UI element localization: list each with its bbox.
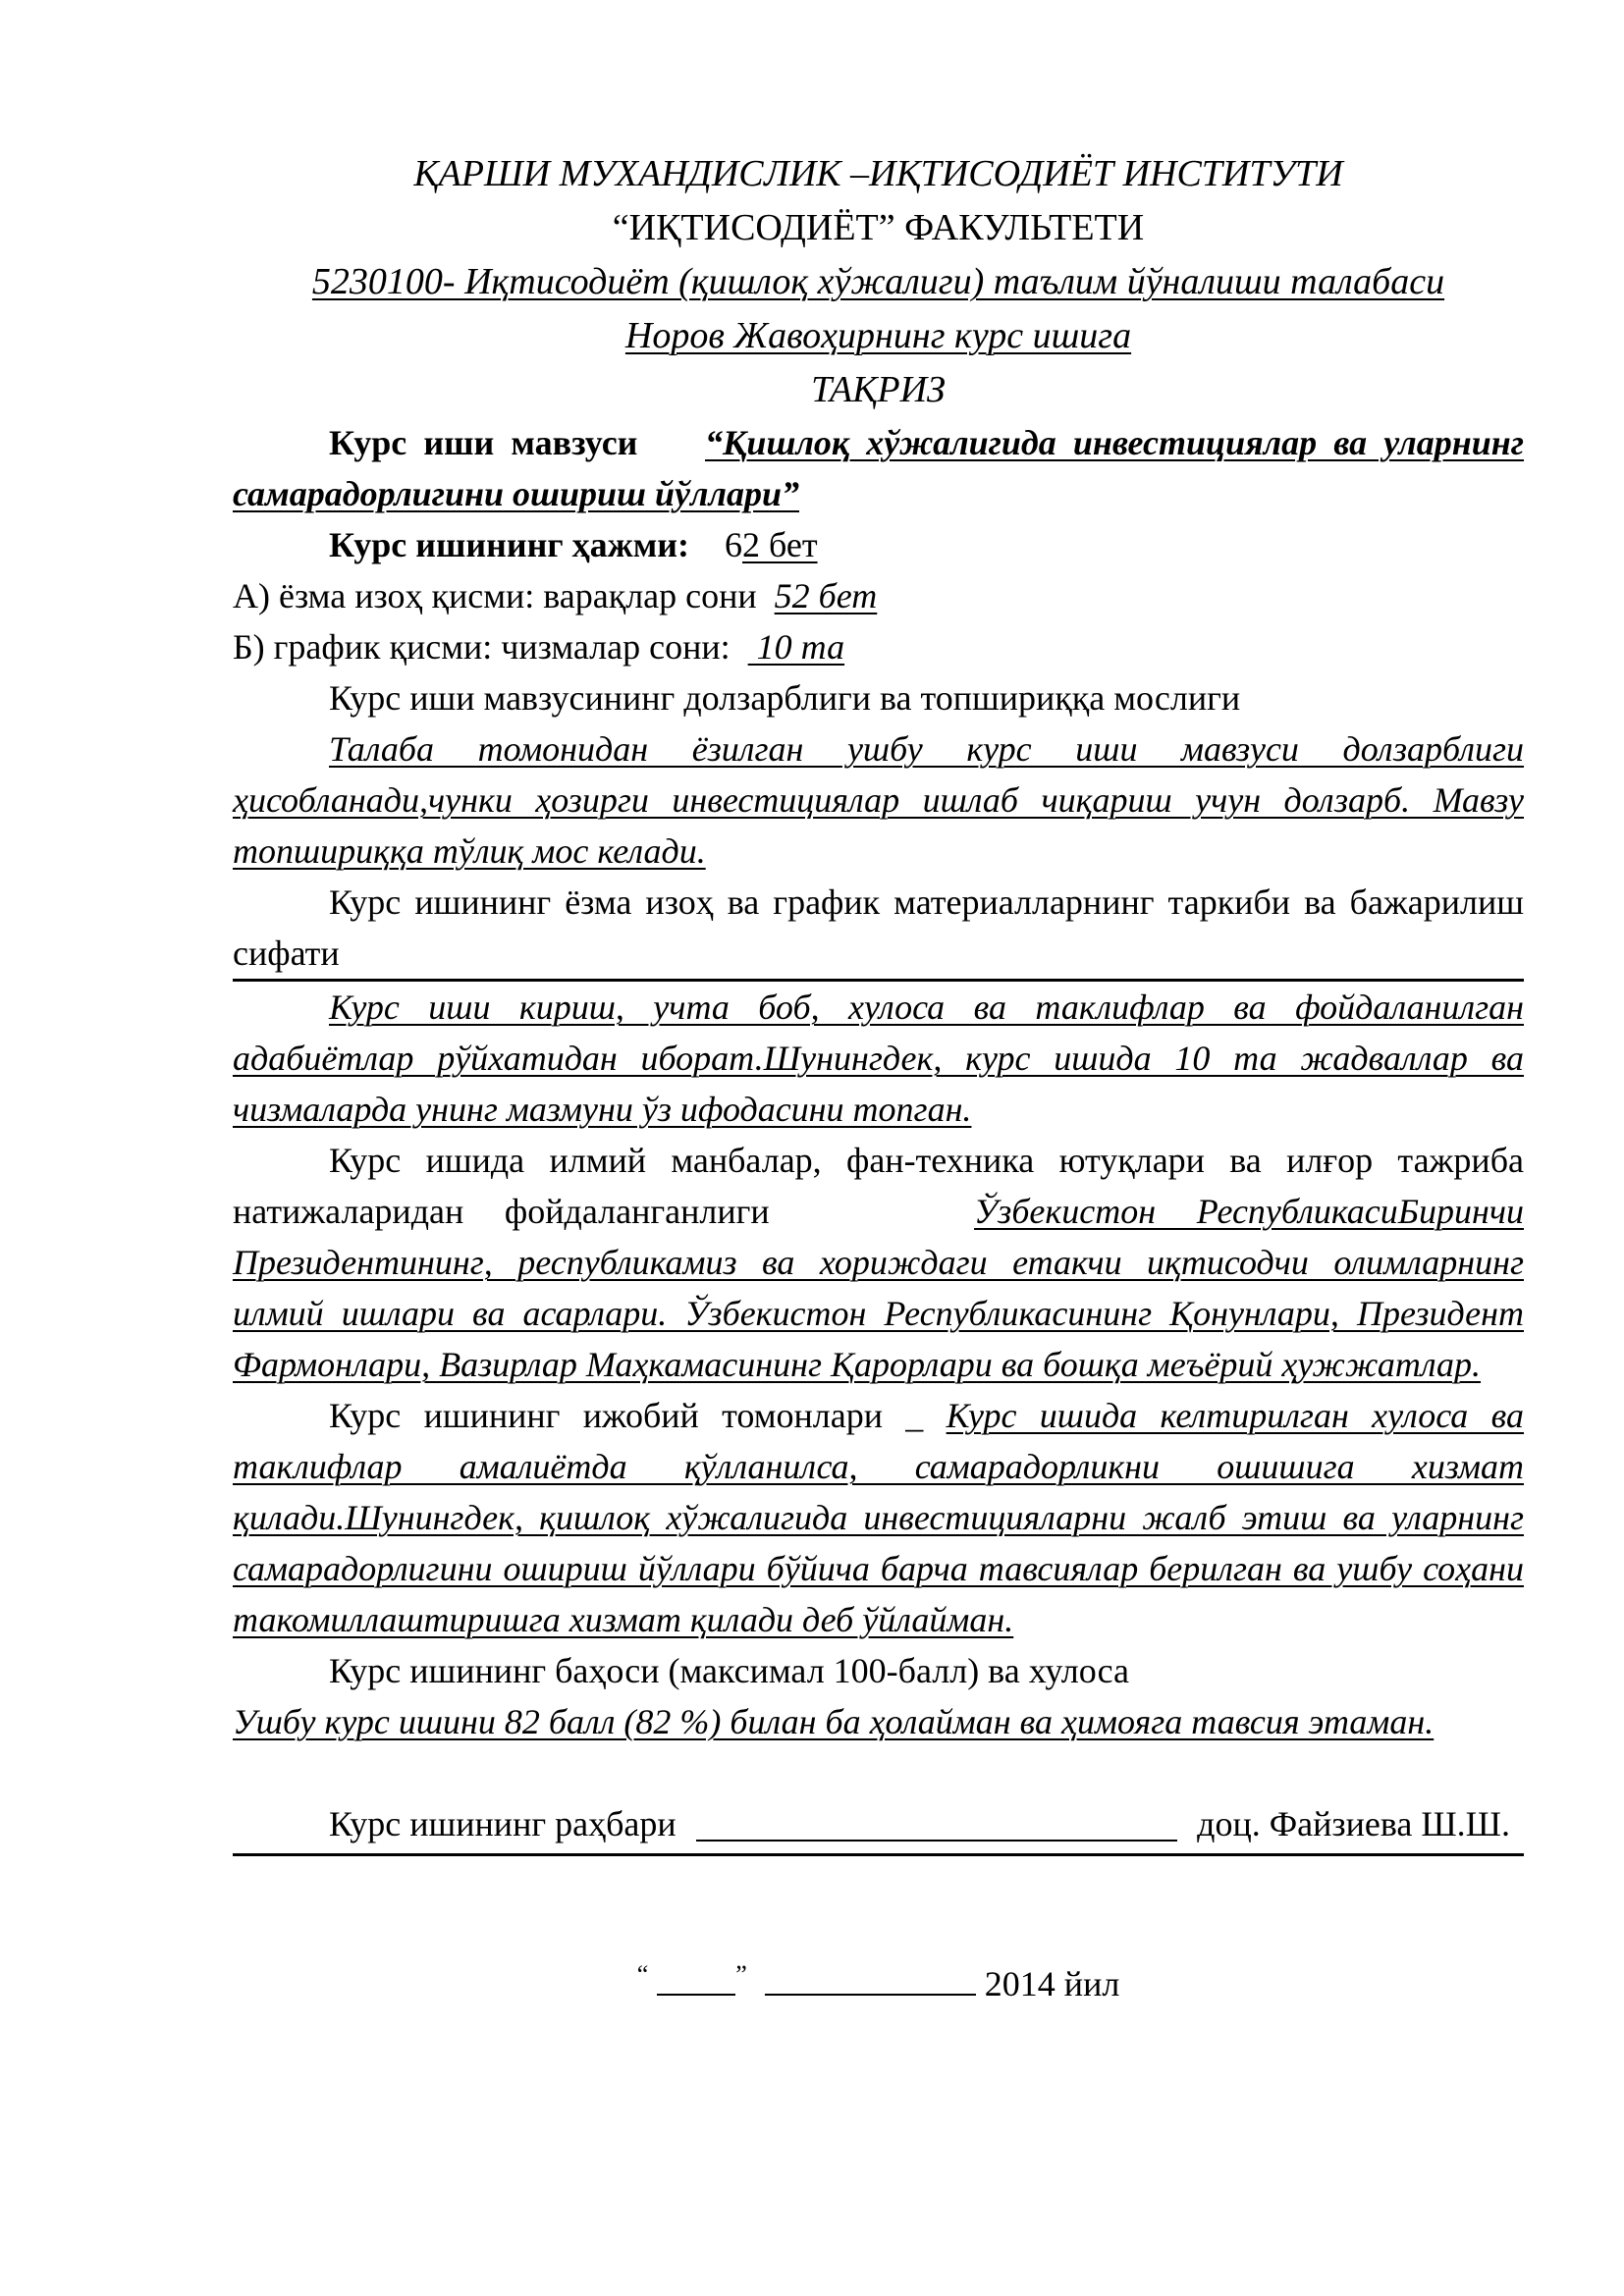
document-type: ТАҚРИЗ — [811, 369, 946, 410]
volume-value: 2 бет — [742, 525, 818, 564]
student-line: Норов Жавоҳирнинг курс ишига — [624, 315, 1132, 356]
written-part-value: 52 бет — [774, 576, 878, 615]
grade-label: Курс ишининг баҳоси (максимал 100-балл) ва хулоса — [329, 1651, 1129, 1690]
faculty-title: “ИҚТИСОДИЁТ” ФАКУЛЬТЕТИ — [612, 207, 1145, 248]
date-year: 2014 йил — [984, 1964, 1120, 2003]
graphic-part-value: 10 та — [747, 627, 845, 667]
sources-label: Курс ишида илмий манбалар, фан-техника ютуқлари ва илғор тажриба натижаларидан фойдаланганлиги — [233, 1141, 1524, 1231]
date-open-quote: “ — [636, 1960, 649, 1989]
graphic-part-line — [233, 621, 1524, 672]
signature-label: Курс ишининг раҳбари — [329, 1804, 677, 1843]
review-page — [233, 147, 1524, 2009]
written-part-line — [233, 570, 1524, 621]
sources-paragraph — [233, 1135, 1524, 1390]
composition-label: Курс ишининг ёзма изоҳ ва график материалларнинг таркиби ва бажарилиш сифати — [233, 882, 1524, 973]
topic-paragraph — [233, 417, 1524, 519]
spacer — [233, 1747, 1524, 1798]
sources-text: Ўзбекистон РеспубликасиБиринчи Президентининг, республикамиз ва хориждаги етакчи иқтисодчи олимларнинг илмий ишлари ва асарлари. Ўзбекистон Республикасининг Қонунлари, Президент Фармонлари, Вазирлар Маҳкамасининг Қарорлари ва бошқа меъёрий ҳужжатлар. — [233, 1192, 1525, 1384]
supervisor-name: доц. Файзиева Ш.Ш. — [1197, 1804, 1510, 1843]
institute-title: ҚАРШИ МУХАНДИСЛИК –ИҚТИСОДИЁТ ИНСТИТУТИ — [413, 153, 1343, 194]
graphic-part-label: Б) график қисми: чизмалар сони: — [233, 627, 731, 667]
day-blank — [657, 1954, 735, 1996]
volume-prefix: 6 — [725, 525, 743, 564]
positives-paragraph: Курс ишининг ижобий томонлари _ Курс ишида келтирилган хулоса ва таклифлар амалиётда қўлланилса, самарадорликни ошишига хизмат қилади.Шунингдек, қишлоқ хўжалигида инвестицияларни жалб этиш ва уларнинг самарадорлигини ошириш йўллари бўйича барча тавсиялар берилган ва ушбу соҳани такомиллаштиришга хизмат қилади деб ўйлайман. — [233, 1396, 1525, 1639]
volume-label: Курс ишининг ҳажми: — [329, 525, 690, 564]
grade-text: Ушбу курс ишини 82 балл (82 %) билан ба ҳолайман ва ҳимояга тавсия этаман. — [233, 1702, 1435, 1741]
relevance-text: Талаба томонидан ёзилган ушбу курс иши мавзуси долзарблиги ҳисобланади,чунки ҳозирги инвестициялар ишлаб чиқариш учун долзарб. Мавзу топшириққа тўлиқ мос келади. — [233, 729, 1524, 871]
positives-text: Курс ишида келтирилган хулоса ва таклифлар амалиётда қўлланилса, самарадорликни ошишига хизмат қилади.Шунингдек, қишлоқ хўжалигида инвестицияларни жалб этиш ва уларнинг самарадорлигини ошириш йўллари бўйича барча тавсиялар берилган ва ушбу соҳани такомиллаштиришга хизмат қилади деб ўйлайман. — [233, 1396, 1525, 1639]
direction-line: 5230100- Иқтисодиёт (қишлоқ хўжалиги) таълим йўналиши талабаси — [311, 261, 1445, 302]
composition-text: Курс иши кириш, учта боб, хулоса ва таклифлар ва фойдаланилган адабиётлар рўйхатидан иборат.Шунингдек, курс ишида 10 та жадваллар ва чизмаларда унинг мазмуни ўз ифодасини топган. — [233, 988, 1524, 1129]
date-line — [233, 1949, 1524, 2009]
positives-label: Курс ишининг ижобий томонлари — [329, 1396, 883, 1435]
volume-line — [233, 519, 1524, 570]
signature-blank — [696, 1840, 1177, 1842]
written-part-label: А) ёзма изоҳ қисми: варақлар сони — [233, 576, 757, 615]
month-blank — [765, 1954, 976, 1996]
signature-line — [233, 1798, 1524, 1849]
topic-value: “Қишлоқ хўжалигида инвестициялар ва уларнинг самарадорлигини ошириш йўллари” — [233, 423, 1525, 513]
date-close-quote: ” — [735, 1960, 747, 1989]
signature-rule — [233, 1853, 1524, 1856]
relevance-label: Курс иши мавзусининг долзарблиги ва топшириққа мослиги — [329, 678, 1241, 718]
topic-label: Курс иши мавзуси — [329, 423, 638, 462]
